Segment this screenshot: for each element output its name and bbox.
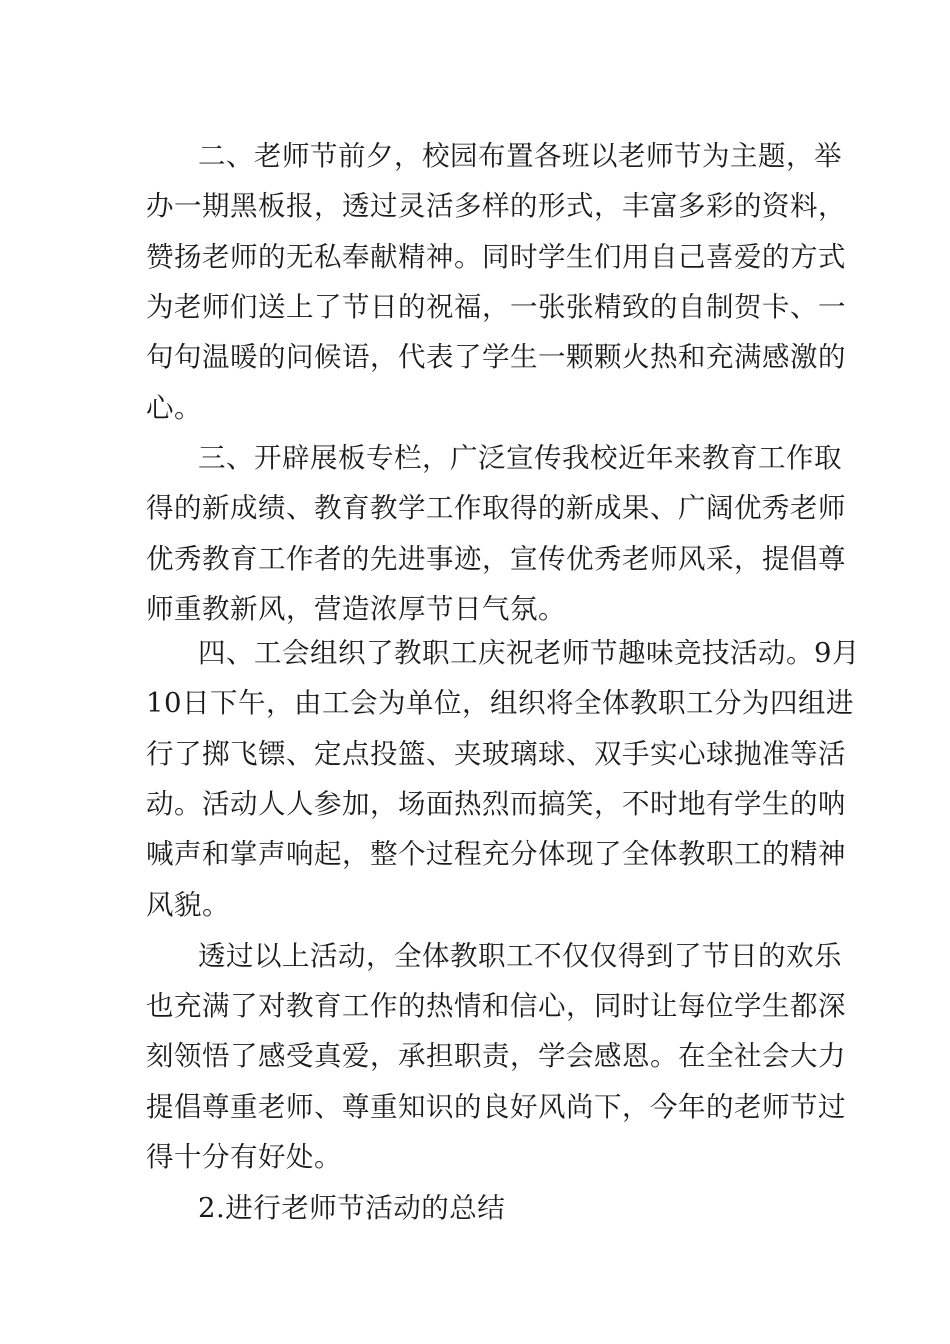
paragraph-4-line-4: 动。活动人人参加，场面热烈而搞笑，不时地有学生的呐	[146, 788, 846, 820]
paragraph-4-line-3: 行了掷飞镖、定点投篮、夹玻璃球、双手实心球抛准等活	[146, 738, 846, 770]
paragraph-3-line-3: 优秀教育工作者的先进事迹，宣传优秀老师风采，提倡尊	[146, 543, 846, 575]
paragraph-2-line-2: 办一期黑板报，透过灵活多样的形式，丰富多彩的资料，	[146, 190, 846, 222]
section-heading: 2.进行老师节活动的总结	[198, 1192, 506, 1224]
paragraph-4-line-2: 10日下午，由工会为单位，组织将全体教职工分为四组进	[146, 687, 854, 719]
paragraph-5-line-2: 也充满了对教育工作的热情和信心，同时让每位学生都深	[146, 990, 846, 1022]
paragraph-3-line-1: 三、开辟展板专栏，广泛宣传我校近年来教育工作取	[198, 442, 842, 474]
paragraph-3-line-4: 师重教新风，营造浓厚节日气氛。	[146, 593, 566, 625]
paragraph-5-line-4: 提倡尊重老师、尊重知识的良好风尚下，今年的老师节过	[146, 1091, 846, 1123]
paragraph-2-line-5: 句句温暖的问候语，代表了学生一颗颗火热和充满感激的	[146, 341, 846, 373]
paragraph-2-line-1: 二、老师节前夕，校园布置各班以老师节为主题，举	[198, 140, 842, 172]
paragraph-4-line-5: 喊声和掌声响起，整个过程充分体现了全体教职工的精神	[146, 838, 846, 870]
paragraph-5-line-5: 得十分有好处。	[146, 1141, 342, 1173]
paragraph-5-line-3: 刻领悟了感受真爱，承担职责，学会感恩。在全社会大力	[146, 1040, 846, 1072]
paragraph-4-line-1: 四、工会组织了教职工庆祝老师节趣味竞技活动。9月	[198, 637, 860, 669]
paragraph-4-line-6: 风貌。	[146, 889, 230, 921]
paragraph-2-line-4: 为老师们送上了节日的祝福，一张张精致的自制贺卡、一	[146, 291, 846, 323]
paragraph-2-line-3: 赞扬老师的无私奉献精神。同时学生们用自己喜爱的方式	[146, 241, 846, 273]
paragraph-3-line-2: 得的新成绩、教育教学工作取得的新成果、广阔优秀老师	[146, 492, 846, 524]
paragraph-2-line-6: 心。	[146, 392, 202, 424]
paragraph-5-line-1: 透过以上活动，全体教职工不仅仅得到了节日的欢乐	[198, 940, 842, 972]
